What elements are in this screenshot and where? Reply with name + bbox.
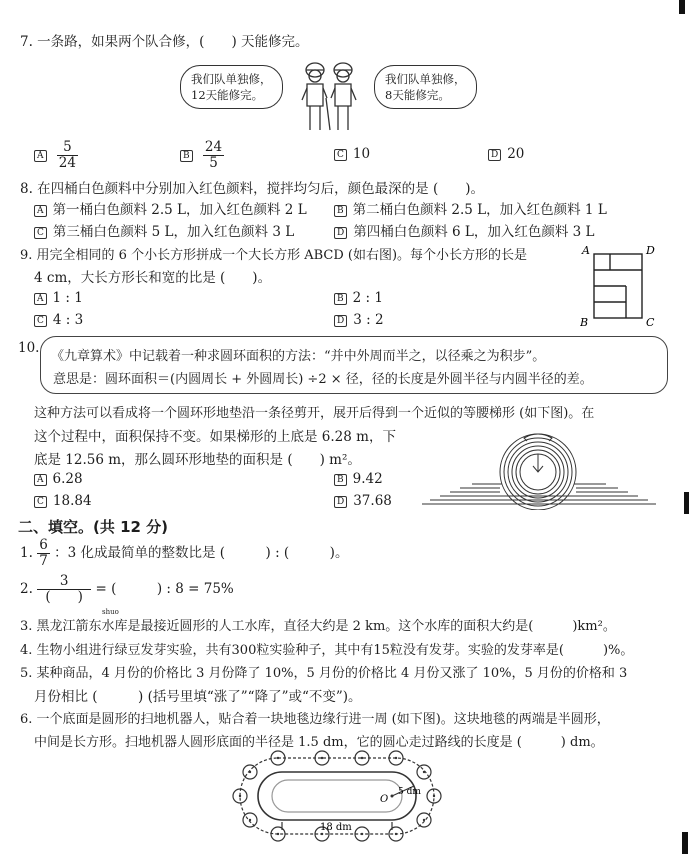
fill-q2 [20,574,234,605]
q10-info-box [40,336,668,394]
q9-corner-a: A [582,244,590,257]
q9-line2: 4 cm，大长方形长和宽的比是 ( )。 [34,270,272,286]
option-label: C [34,227,47,239]
q7-bubble-left [180,65,283,109]
q7-option-d[interactable]: D 20 [488,146,524,162]
fill-q2-number: 2. [20,581,33,597]
q7-option-b[interactable] [180,140,224,171]
q8-option-b[interactable]: B 第二桶白色颜料 2.5 L，加入红色颜料 1 L [334,198,607,218]
q6-center-label: O [380,794,389,805]
q10-line2: 这个过程中，面积保持不变。如果梯形的上底是 6.28 m，下 [34,429,396,445]
q10-line1: 这种方法可以看成将一个圆环形地垫沿一条径剪开，展开后得到一个近似的等腰梯形 (如下图)。在 [34,406,595,421]
option-label: D [334,227,347,239]
option-label: C [34,496,47,508]
option-label: D [334,496,347,508]
q9-option-d[interactable]: D 3 : 2 [334,312,384,328]
option-label: B [334,474,347,486]
q10-box-line2: 意思是：圆环面积＝(内圆周长 + 外圆周长) ÷2 × 径，径的长度是外圆半径与内圆半径的差。 [53,372,593,387]
q10-option-d[interactable]: D 37.68 [334,493,392,509]
q9-line1: 9. 用完全相同的 6 个小长方形拼成一个大长方形 ABCD (如右图)。每个小长方形的长是 [20,248,528,263]
option-label: C [34,315,47,327]
fill-q4[interactable]: 4. 生物小组进行绿豆发芽实验，共有300粒实验种子，其中有15粒没有发芽。实验的发芽率是( )%。 [20,643,634,658]
fill-q5-line1[interactable]: 5. 某种商品，4 月份的价格比 3 月份降了 10%，5 月份的价格比 4 月份又涨了 10%，5 月份的价格和 3 [20,666,628,681]
q9-option-c[interactable]: C 4 : 3 [34,312,83,328]
corner-mark-bottom [682,832,688,854]
q8-stem: 8. 在四桶白色颜料中分别加入红色颜料，搅拌均匀后，颜色最深的是 ( )。 [20,181,484,197]
fill-q1 [20,538,348,569]
q7-bubble-left-line1: 我们队单独修， [191,72,272,86]
q9-rectangle-figure [580,242,660,330]
q10-option-c[interactable]: C 18.84 [34,493,92,509]
option-label: A [34,474,47,486]
section2-title: 二、填空。(共 12 分) [18,518,169,536]
q10-line3: 底是 12.56 m，那么圆环形地垫的面积是 ( ) m²。 [34,452,361,468]
q10-box-line1: 《九章算术》中记载着一种求圆环面积的方法：“并中外周而半之，以径乘之为积步”。 [51,349,546,364]
fraction: $\frac{24}{5}$ [204,139,223,171]
q7-stem: 7. 一条路，如果两个队合修，( ) 天能修完。 [20,34,309,50]
fraction[interactable]: $\frac{3}{( )}$ [37,574,91,605]
q6-length-label: 18 dm [320,822,352,833]
fill-q3-ruby: shuo [102,608,119,616]
option-label: A [34,150,47,162]
fill-q2-text[interactable]: = ( ) : 8 = 75% [95,581,234,597]
q10-number: 10. [18,340,40,356]
q9-corner-c: C [646,316,655,329]
q7-option-a[interactable] [34,140,78,171]
option-label: A [34,293,47,305]
option-label: C [334,149,347,161]
q7-bubble-right [374,65,477,109]
corner-mark-mid [684,492,689,514]
q9-corner-d: D [646,244,655,257]
q9-option-a[interactable]: A 1 : 1 [34,290,83,306]
q7-bubble-right-line1: 我们队单独修， [385,72,466,86]
option-label: B [180,150,193,162]
q8-option-d[interactable]: D 第四桶白色颜料 6 L，加入红色颜料 3 L [334,220,595,240]
q7-option-c[interactable]: C 10 [334,146,370,162]
q7-bubble-left-line2: 12天能修完。 [191,88,264,102]
fraction: $\frac{5}{24}$ [58,139,76,171]
q8-option-c[interactable]: C 第三桶白色颜料 5 L，加入红色颜料 3 L [34,220,294,240]
q10-option-b[interactable]: B 9.42 [334,471,383,487]
fill-q5-line2: 月份相比 ( ) (括号里填“涨了”“降了”或“不变”)。 [34,689,362,705]
option-label: B [334,293,347,305]
corner-mark-top [679,0,685,14]
fill-q1-text[interactable]: ：3 化成最简单的整数比是 ( ) : ( )。 [54,545,349,561]
fill-q6-line1: 6. 一个底面是圆形的扫地机器人，贴合着一块地毯边缘行进一周 (如下图)。这块地毯的两端是半圆形， [20,712,610,727]
q10-ring-unroll-figure [420,430,680,510]
option-label: A [34,205,47,217]
fill-q3[interactable]: 3. 黑龙江箭东水库是最接近圆形的人工水库，直径大约是 2 km。这个水库的面积大约是( )km²。 [20,619,616,634]
q7-bubble-right-line2: 8天能修完。 [385,88,450,102]
fraction: $\frac{6}{7}$ [39,537,48,569]
q8-option-a[interactable]: A 第一桶白色颜料 2.5 L，加入红色颜料 2 L [34,198,307,218]
q9-option-b[interactable]: B 2 : 1 [334,290,383,306]
option-label: D [488,149,501,161]
fill-q6-line2[interactable]: 中间是长方形。扫地机器人圆形底面的半径是 1.5 dm，它的圆心走过路线的长度是 ( ) dm。 [34,735,604,750]
option-label: D [334,315,347,327]
workers-illustration [298,58,362,136]
q6-carpet-track-figure [232,750,442,842]
option-label: B [334,205,347,217]
fill-q1-number: 1. [20,545,33,561]
q10-option-a[interactable]: A 6.28 [34,471,83,487]
q9-corner-b: B [580,316,589,329]
q6-radius-label: 5 dm [398,787,421,797]
